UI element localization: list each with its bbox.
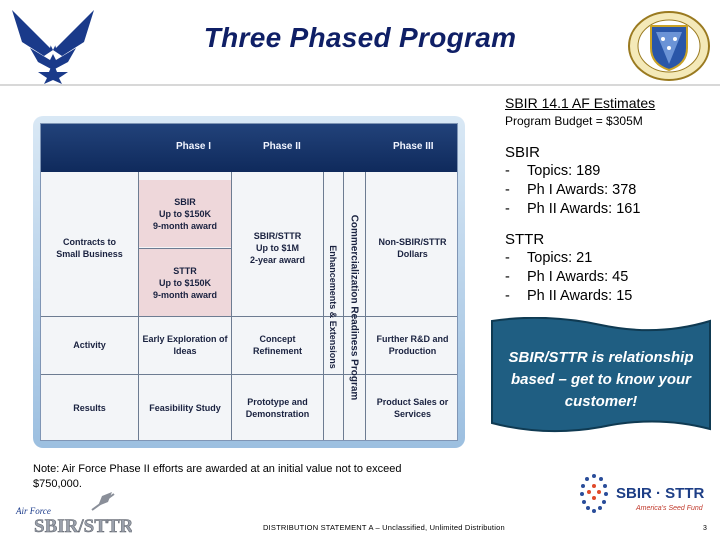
callout-text: SBIR/STTR is relationship based – get to know your customer! [508,349,694,410]
program-budget: Program Budget = $305M [505,114,643,128]
row-label-contracts: Contracts to Small Business [56,237,123,259]
af-wordmark-text: SBIR/STTR [34,516,132,537]
program-chart-frame [33,116,465,448]
row-label-activity: Activity [73,340,106,350]
sbir-phase1-cell: SBIR Up to $150K 9-month award [152,197,217,231]
sttr-topics: - Topics: 21 [505,250,593,266]
page-number: 3 [703,525,707,532]
air-force-symbol-logo [10,4,96,84]
header-divider [0,84,720,86]
sbir-ph2-awards: - Ph II Awards: 161 [505,201,641,217]
sbir-sttr-wordmark: SBIR · STTR [616,485,705,502]
phase-header-1: Phase I [176,141,212,152]
phase2-note: Note: Air Force Phase II efforts are awarded at an initial value not to exceed $750,000. [33,463,402,490]
activity-phase3: Further R&D and Production [376,334,449,356]
slide-title: Three Phased Program [203,22,517,53]
command-shield-emblem [626,6,712,84]
activity-phase1: Early Exploration of Ideas [142,334,228,356]
phase-header-bar [41,124,458,172]
sttr-phase1-cell: STTR Up to $150K 9-month award [152,265,217,300]
seed-fund-tagline: America's Seed Fund [636,505,703,512]
phase3-contract-cell: Non-SBIR/STTR Dollars [378,237,447,259]
sbir-sttr-seed-fund-logo [574,470,714,520]
phase-header-3: Phase III [393,141,434,152]
af-sbir-sttr-logo [14,492,132,538]
sttr-ph2-awards: - Ph II Awards: 15 [505,288,633,304]
sbir-topics: - Topics: 189 [505,163,601,179]
estimates-title: SBIR 14.1 AF Estimates [505,95,656,111]
three-phase-chart [40,123,458,441]
phase-header-2: Phase II [263,141,301,152]
enhancements-vertical-label: Enhancements & Extensions [328,245,339,369]
result-phase1: Feasibility Study [149,403,221,413]
result-phase3: Product Sales or Services [376,397,449,419]
sttr-section-label: STTR [505,231,545,248]
relationship-callout [489,317,713,435]
sttr-ph1-awards: - Ph I Awards: 45 [505,269,629,285]
af-small-text: Air Force [16,506,51,516]
result-phase2: Prototype and Demonstration [245,397,310,419]
sbir-section-label: SBIR [505,144,541,161]
phase2-contract-cell: SBIR/STTR Up to $1M 2-year award [249,231,306,265]
activity-phase2: Concept Refinement [252,334,302,356]
sbir-ph1-awards: - Ph I Awards: 378 [505,182,637,198]
row-label-results: Results [73,403,106,413]
distribution-statement: DISTRIBUTION STATEMENT A – Unclassified, Unlimited Distribution [263,523,505,532]
commercialization-vertical-label: Commercialization Readiness Program [348,214,360,400]
